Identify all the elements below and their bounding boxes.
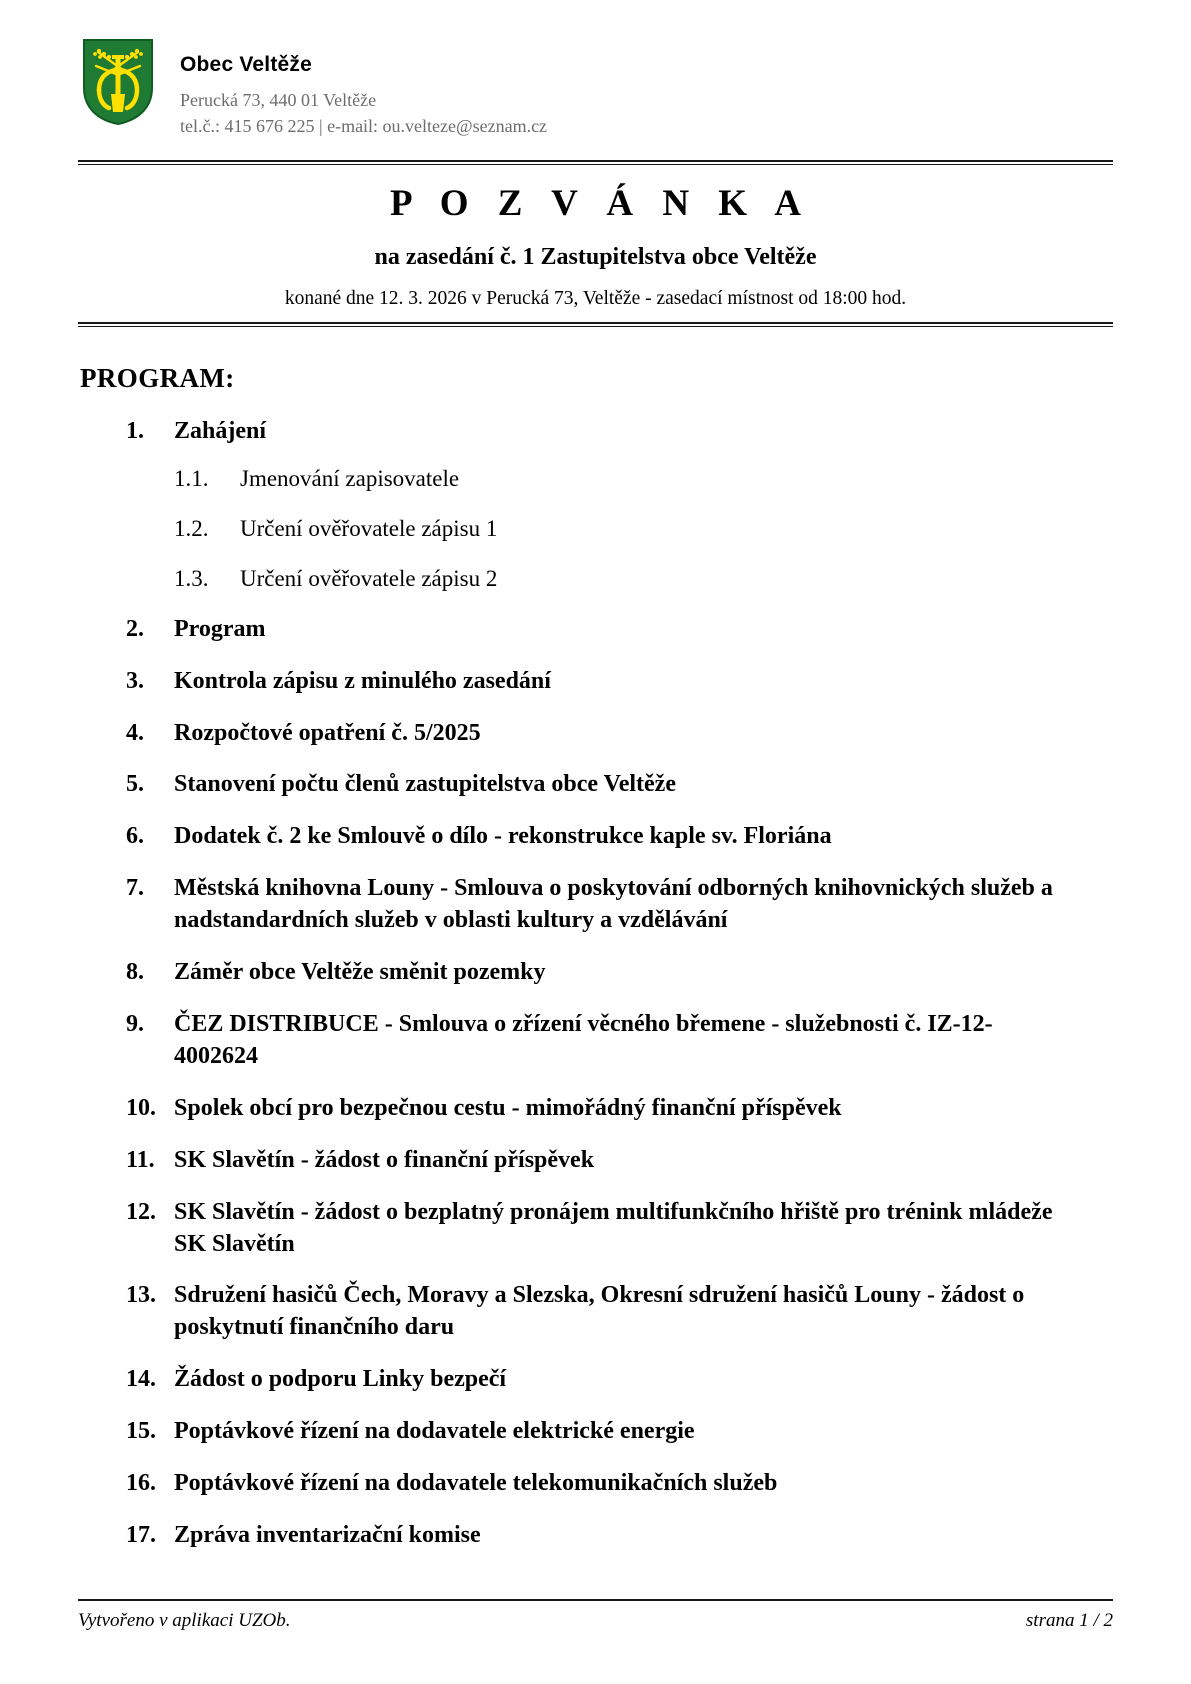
agenda-item-text: Sdružení hasičů Čech, Moravy a Slezska, Okresní sdružení hasičů Louny - žádost o poskytnutí finančního daru [174, 1282, 1025, 1341]
agenda-item [120, 873, 1113, 937]
agenda-item-text: Poptávkové řízení na dodavatele telekomunikačních služeb [174, 1470, 778, 1497]
agenda-item-text: Spolek obcí pro bezpečnou cestu - mimořádný finanční příspěvek [174, 1094, 842, 1121]
agenda-subitem [174, 564, 1113, 594]
page-footer [78, 1599, 1113, 1632]
agenda-item-number: 8. [126, 959, 144, 986]
agenda-item [120, 718, 1113, 750]
footer-row [78, 1610, 1113, 1632]
agenda-list [120, 416, 1113, 1552]
agenda-item-number: 4. [126, 719, 144, 746]
organization-contact: tel.č.: 415 676 225 | e-mail: ou.velteze@seznam.cz [180, 116, 548, 137]
agenda-subitem [174, 464, 1113, 494]
meeting-details: konané dne 12. 3. 2026 v Perucká 73, Veltěže - zasedací místnost od 18:00 hod. [284, 287, 907, 309]
agenda-item-number: 10. [126, 1094, 156, 1121]
agenda-item [120, 1468, 1113, 1500]
agenda-item [120, 1280, 1113, 1344]
agenda-item-number: 1. [126, 418, 144, 445]
agenda-subitem [174, 514, 1113, 544]
agenda-item-number: 5. [126, 771, 144, 798]
coat-of-arms-icon [82, 38, 154, 126]
agenda-item-number: 11. [126, 1146, 155, 1173]
agenda-item [120, 957, 1113, 989]
agenda-item-text: Záměr obce Veltěže směnit pozemky [174, 959, 546, 986]
organization-name: Obec Veltěže [180, 53, 312, 76]
agenda-item [120, 1520, 1113, 1552]
agenda-item-number: 3. [126, 667, 144, 694]
agenda-item-text: Poptávkové řízení na dodavatele elektrické energie [174, 1418, 695, 1445]
agenda-subitem-text: Jmenování zapisovatele [240, 466, 460, 492]
agenda-item-number: 12. [126, 1198, 156, 1225]
agenda-item-text: Rozpočtové opatření č. 5/2025 [174, 719, 481, 746]
agenda-item-text: Program [174, 615, 266, 642]
agenda-subitem-text: Určení ověřovatele zápisu 2 [240, 565, 498, 591]
agenda-item-number: 14. [126, 1366, 156, 1393]
program-heading: PROGRAM: [80, 363, 235, 394]
agenda-subitem-list [174, 464, 1113, 594]
organization-address: Perucká 73, 440 01 Veltěže [180, 90, 377, 111]
agenda-subitem-number: 1.3. [174, 565, 209, 591]
agenda-item-text: Městská knihovna Louny - Smlouva o poskytování odborných knihovnických služeb a nadstandardních služeb v oblasti kultury a vzdělávání [174, 875, 1053, 934]
agenda-item-text: Dodatek č. 2 ke Smlouvě o dílo - rekonstrukce kaple sv. Floriána [174, 823, 832, 850]
title-block [78, 165, 1113, 311]
agenda-item-number: 15. [126, 1418, 156, 1445]
footer-application-note: Vytvořeno v aplikaci UZOb. [78, 1610, 291, 1631]
agenda-item-number: 9. [126, 1010, 144, 1037]
agenda-item [120, 1145, 1113, 1177]
agenda-item [120, 1416, 1113, 1448]
agenda-item-text: SK Slavětín - žádost o finanční příspěvek [174, 1146, 595, 1173]
agenda-item-number: 2. [126, 615, 144, 642]
organization-block [180, 38, 547, 139]
agenda-item-text: Stanovení počtu členů zastupitelstva obce Veltěže [174, 771, 676, 798]
agenda-item [120, 821, 1113, 853]
footer-page-number: strana 1 / 2 [1025, 1610, 1113, 1631]
agenda-item-number: 7. [126, 875, 144, 902]
agenda-item [120, 1093, 1113, 1125]
agenda-subitem-number: 1.1. [174, 466, 209, 492]
agenda-item-number: 16. [126, 1470, 156, 1497]
agenda-subitem-text: Určení ověřovatele zápisu 1 [240, 515, 498, 541]
agenda-item [120, 666, 1113, 698]
agenda-item-number: 13. [126, 1282, 156, 1309]
footer-divider [78, 1599, 1113, 1601]
agenda-item [120, 769, 1113, 801]
agenda-item [120, 614, 1113, 646]
agenda-item [120, 1364, 1113, 1396]
agenda-subitem-number: 1.2. [174, 515, 209, 541]
agenda-item [120, 416, 1113, 448]
document-title: P O Z V Á N K A [389, 183, 812, 225]
title-divider [78, 322, 1113, 327]
agenda-item-text: ČEZ DISTRIBUCE - Smlouva o zřízení věcného břemene - služebnosti č. IZ-12-4002624 [174, 1010, 993, 1069]
agenda-item-text: Kontrola zápisu z minulého zasedání [174, 667, 551, 694]
letterhead [78, 0, 1113, 139]
agenda-item-text: Zpráva inventarizační komise [174, 1521, 481, 1548]
document-subtitle: na zasedání č. 1 Zastupitelstva obce Veltěže [374, 243, 817, 270]
agenda-item [120, 1197, 1113, 1261]
agenda-item-number: 6. [126, 823, 144, 850]
agenda-item-text: Žádost o podporu Linky bezpečí [174, 1366, 507, 1393]
agenda-item-text: Zahájení [174, 418, 267, 445]
agenda-item [120, 1009, 1113, 1073]
agenda-item-number: 17. [126, 1521, 156, 1548]
agenda-item-text: SK Slavětín - žádost o bezplatný pronájem multifunkčního hřiště pro trénink mládeže SK Slavětín [174, 1198, 1053, 1257]
